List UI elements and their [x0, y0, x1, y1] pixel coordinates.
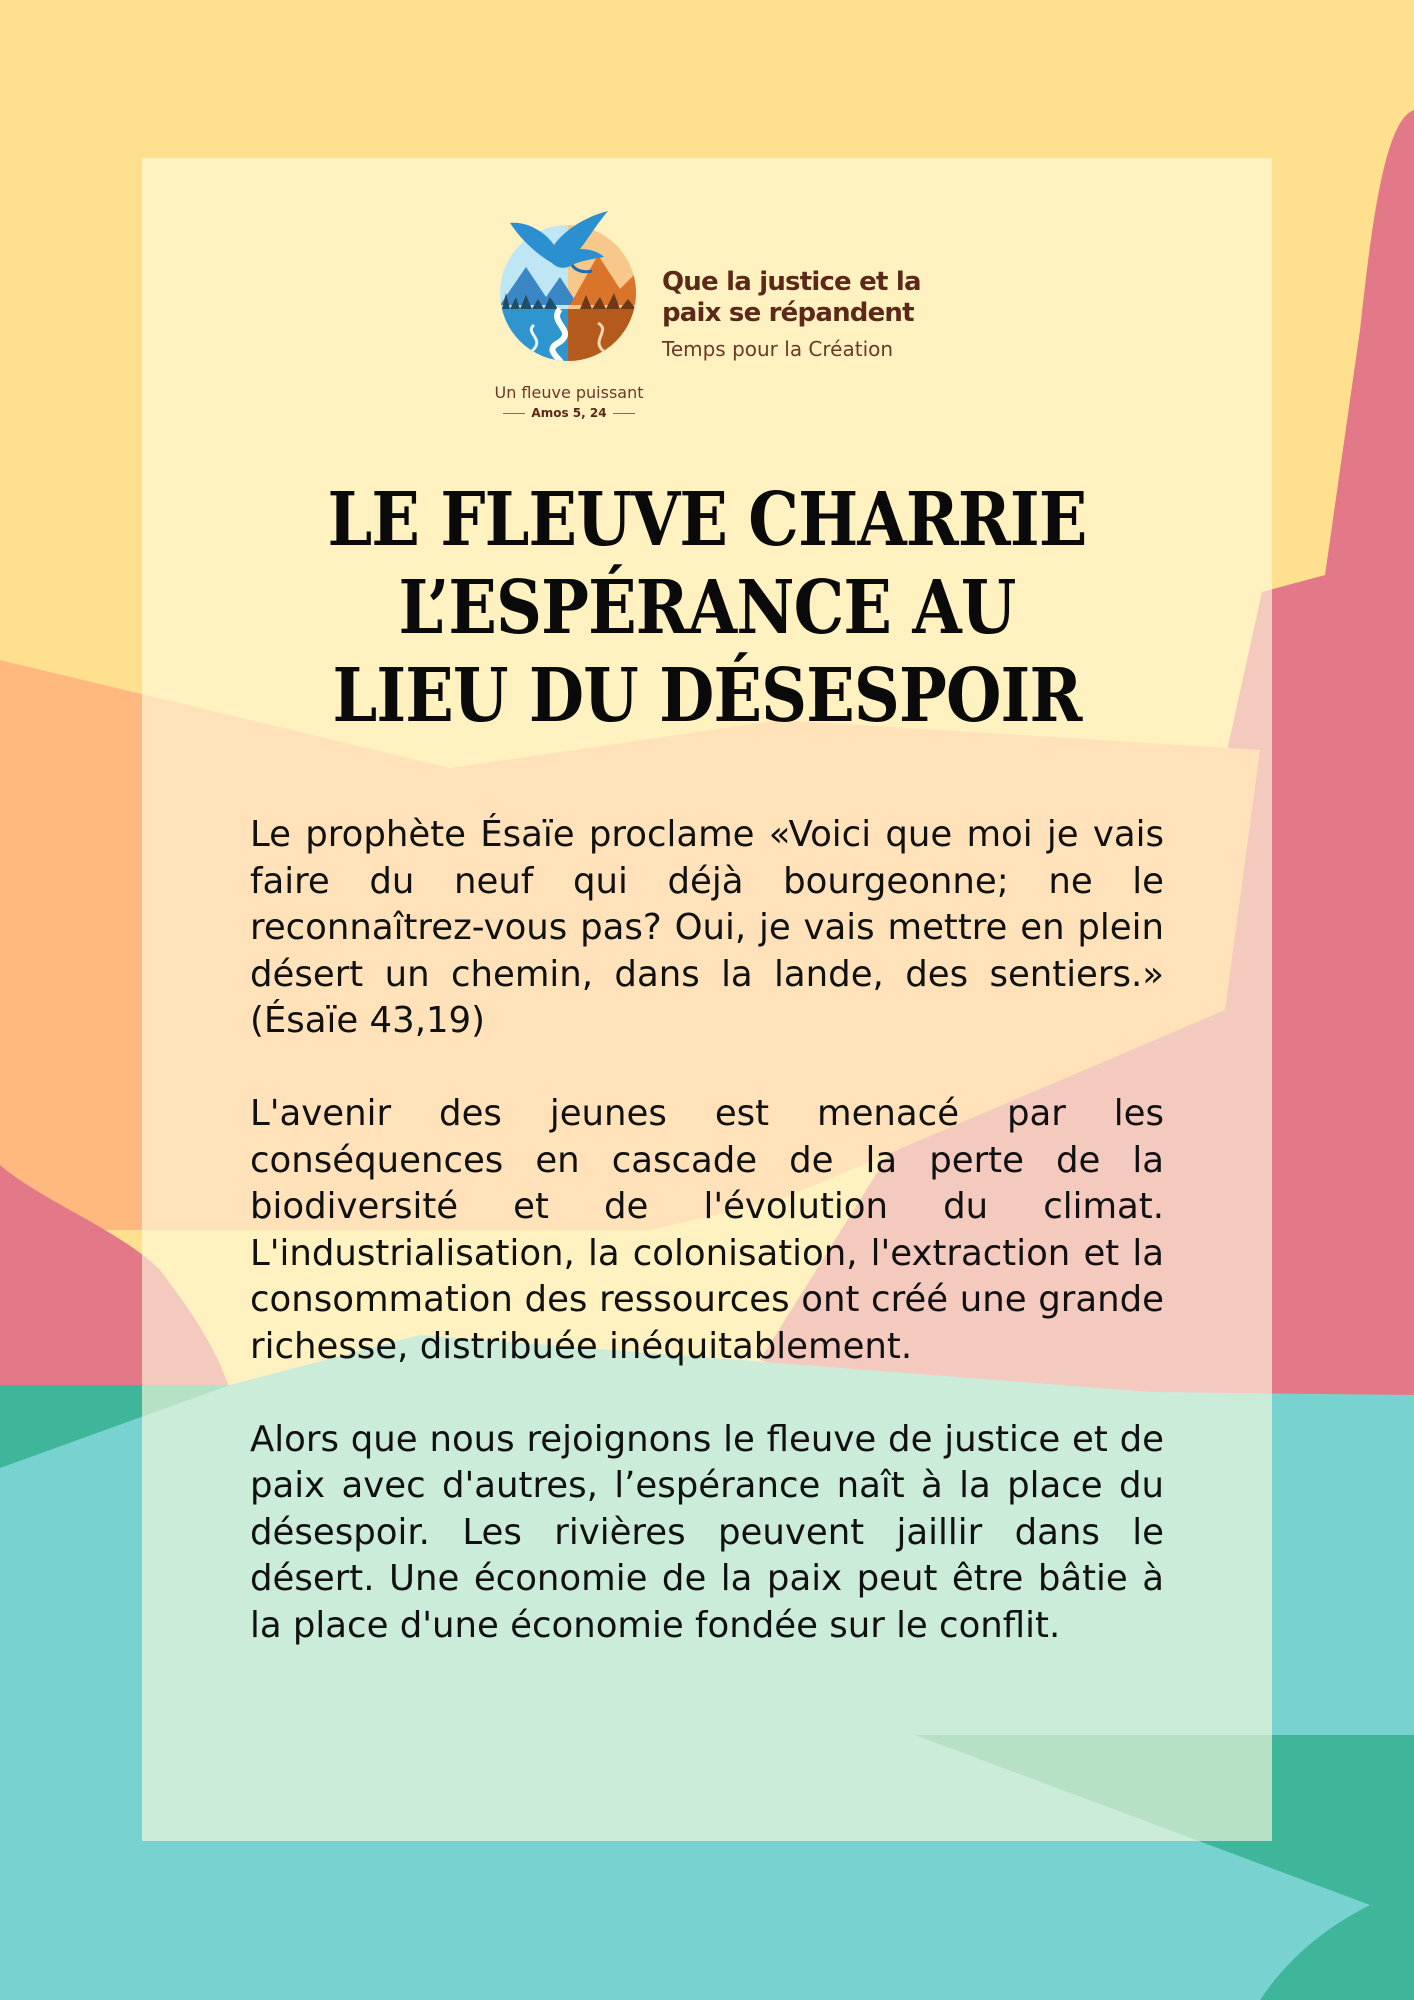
logo-caption: Un fleuve puissant	[494, 383, 644, 402]
dove-river-mountains-icon	[488, 205, 646, 380]
paragraph-youth-future: L'avenir des jeunes est menacé par les conséquences en cascade de la perte de la biodiversité et de l'évolution du climat. L'industrialisation, la colonisation, l'extraction et la consommation des ressources ont créé une grande richesse, distribuée inéquitablement.	[250, 1093, 1164, 1367]
logo-title: Que la justice et la paix se répandent	[662, 267, 921, 328]
logo-reference: Amos 5, 24	[488, 406, 650, 420]
page-title	[221, 476, 1193, 740]
title-line: L’ESPÉRANCE AU	[398, 565, 1016, 651]
body-text	[250, 812, 1164, 1696]
paragraph-isaiah-quote: Le prophète Ésaïe proclame «Voici que moi je vais faire du neuf qui déjà bourgeonne; ne le reconnaîtrez-vous pas? Oui, je vais mettre en plein désert un chemin, dans la lande, des sentiers.» (Ésaïe 43,19)	[250, 814, 1164, 1041]
title-line: LIEU DU DÉSESPOIR	[332, 653, 1082, 739]
campaign-logo	[488, 205, 928, 425]
paragraph-hope: Alors que nous rejoignons le fleuve de justice et de paix avec d'autres, l’espérance naît à la place du désespoir. Les rivières peuvent jaillir dans le désert. Une économie de la paix peut être bâtie à la place d'une économie fondée sur le conflit.	[250, 1418, 1164, 1646]
logo-subtitle: Temps pour la Création	[662, 337, 894, 361]
title-line: LE FLEUVE CHARRIE	[327, 477, 1087, 563]
